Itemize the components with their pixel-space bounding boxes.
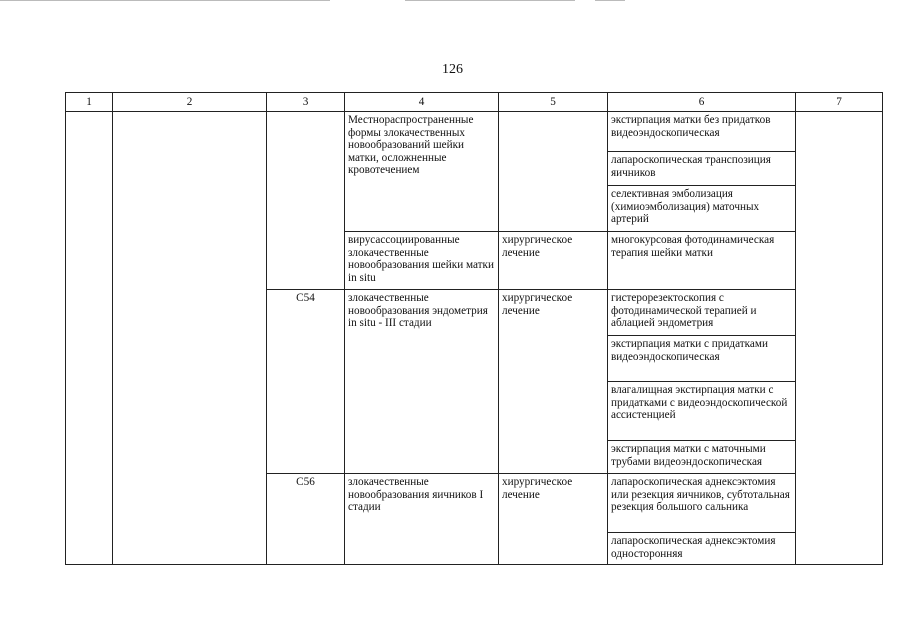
method-cell: лапароскопическая транспозиция яичников — [608, 152, 796, 186]
medical-care-table — [65, 92, 883, 565]
col7-cell — [796, 112, 883, 565]
header-col-7: 7 — [796, 93, 883, 112]
scan-line-top-3 — [595, 0, 625, 1]
scan-line-top-2 — [405, 0, 575, 1]
method-cell: лапароскопическая аднексэктомия односторонняя — [608, 533, 796, 565]
page-number: 126 — [442, 62, 463, 77]
method-cell: гистерорезектоскопия с фотодинамической терапией и аблацией эндометрия — [608, 290, 796, 336]
header-col-2: 2 — [113, 93, 267, 112]
table-row — [66, 112, 883, 152]
diagnosis-cell: злокачественные новообразования яичников I стадии — [345, 474, 499, 565]
diagnosis-cell: Местнораспространенные формы злокачественных новообразований шейки матки, осложненные кровотечением — [345, 112, 499, 232]
col2-cell — [113, 112, 267, 565]
method-cell: влагалищная экстирпация матки с придатками с видеоэндоскопической ассистенцией — [608, 382, 796, 441]
header-col-4: 4 — [345, 93, 499, 112]
icd-code-cell: С56 — [267, 474, 345, 565]
treatment-type-cell: хирургическое лечение — [499, 232, 608, 290]
method-cell: селективная эмболизация (химиоэмболизация) маточных артерий — [608, 186, 796, 232]
header-col-5: 5 — [499, 93, 608, 112]
method-cell: экстирпация матки с придатками видеоэндоскопическая — [608, 336, 796, 382]
col1-cell — [66, 112, 113, 565]
method-cell: многокурсовая фотодинамическая терапия шейки матки — [608, 232, 796, 290]
treatment-type-cell: хирургическое лечение — [499, 290, 608, 474]
method-cell: экстирпация матки с маточными трубами видеоэндоскопическая — [608, 441, 796, 474]
treatment-type-cell: хирургическое лечение — [499, 474, 608, 565]
header-col-3: 3 — [267, 93, 345, 112]
col3-cell — [267, 112, 345, 290]
scan-line-top — [0, 0, 330, 1]
icd-code-cell: С54 — [267, 290, 345, 474]
header-row — [66, 93, 883, 112]
method-cell: лапароскопическая аднексэктомия или резекция яичников, субтотальная резекция большого сальника — [608, 474, 796, 533]
treatment-type-cell — [499, 112, 608, 232]
header-col-1: 1 — [66, 93, 113, 112]
header-col-6: 6 — [608, 93, 796, 112]
diagnosis-cell: вирусассоциированные злокачественные новообразования шейки матки in situ — [345, 232, 499, 290]
method-cell: экстирпация матки без придатков видеоэндоскопическая — [608, 112, 796, 152]
diagnosis-cell: злокачественные новообразования эндометрия in situ - III стадии — [345, 290, 499, 474]
